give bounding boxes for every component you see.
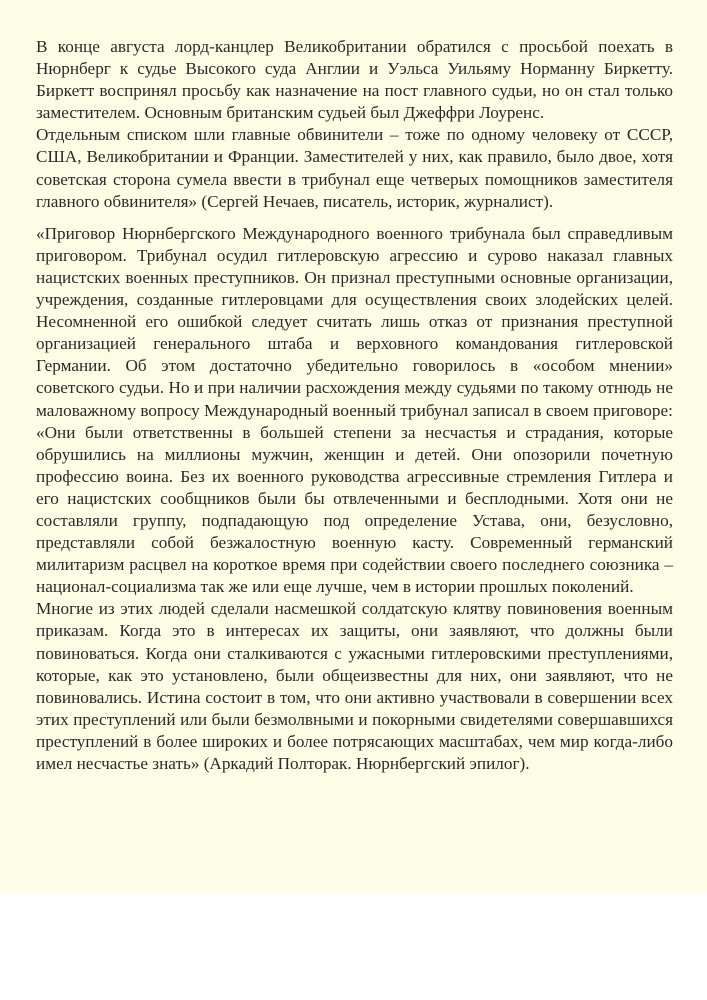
paragraph-quote-responsibility: «Они были ответственны в большей степени за несчастья и страдания, которые обрушились на миллионы мужчин, женщин и детей. Они опозорили почетную профессию воина. Без их военного руководства агрессивные стремления Гитлера и его нацистских сообщников были бы отвлеченными и бесплодными. Хотя они не составляли группу, подпадающую под определение Устава, они, безусловно, представляли собой безжалостную военную касту. Современный германский милитаризм расцвел на короткое время при содействии своего последнего союзника – национал-социализма так же или еще лучше, чем в истории прошлых поколений. <box>36 422 673 597</box>
paragraph-verdict: «Приговор Нюрнбергского Международного военного трибунала был справедливым приговором. Трибунал осудил гитлеровскую агрессию и сурово наказал главных нацистских военных преступников. Он признал преступными основные организации, учреждения, созданные гитлеровцами для осуществления своих злодейских целей. Несомненной его ошибкой следует считать лишь отказ от признания преступной организацией генерального штаба и верховного командования гитлеровской Германии. Об этом достаточно убедительно говорилось в «особом мнении» советского судьи. Но и при наличии расхождения между судьями по такому отнюдь не маловажному вопросу Международный военный трибунал записал в своем приговоре: <box>36 223 673 420</box>
document-body <box>36 36 673 775</box>
paragraph-quote-oath: Многие из этих людей сделали насмешкой солдатскую клятву повиновения военным приказам. Когда это в интересах их защиты, они заявляют, что должны были повиноваться. Когда они сталкиваются с ужасными гитлеровскими преступлениями, которые, как это установлено, были общеизвестны для них, они заявляют, что не повиновались. Истина состоит в том, что они активно участвовали в совершении всех этих преступлений или были безмолвными и покорными свидетелями совершавшихся преступлений в более широких и более потрясающих масштабах, чем мир когда-либо имел несчастье знать» (Аркадий Полторак. Нюрнбергский эпилог). <box>36 599 673 773</box>
paragraph-prosecutors: Отдельным списком шли главные обвинители – тоже по одному человеку от СССР, США, Великобритании и Франции. Заместителей у них, как правило, было двое, хотя советская сторона сумела ввести в трибунал еще четверых помощников заместителя главного обвинителя» (Сергей Нечаев, писатель, историк, журналист). <box>36 125 673 211</box>
paragraph-birkett: В конце августа лорд-канцлер Великобритании обратился с просьбой поехать в Нюрнберг к судье Высокого суда Англии и Уэльса Уильяму Норманну Биркетту. Биркетт воспринял просьбу как назначение на пост главного судьи, но он стал только заместителем. Основным британским судьей был Джеффри Лоуренс. <box>36 37 673 123</box>
